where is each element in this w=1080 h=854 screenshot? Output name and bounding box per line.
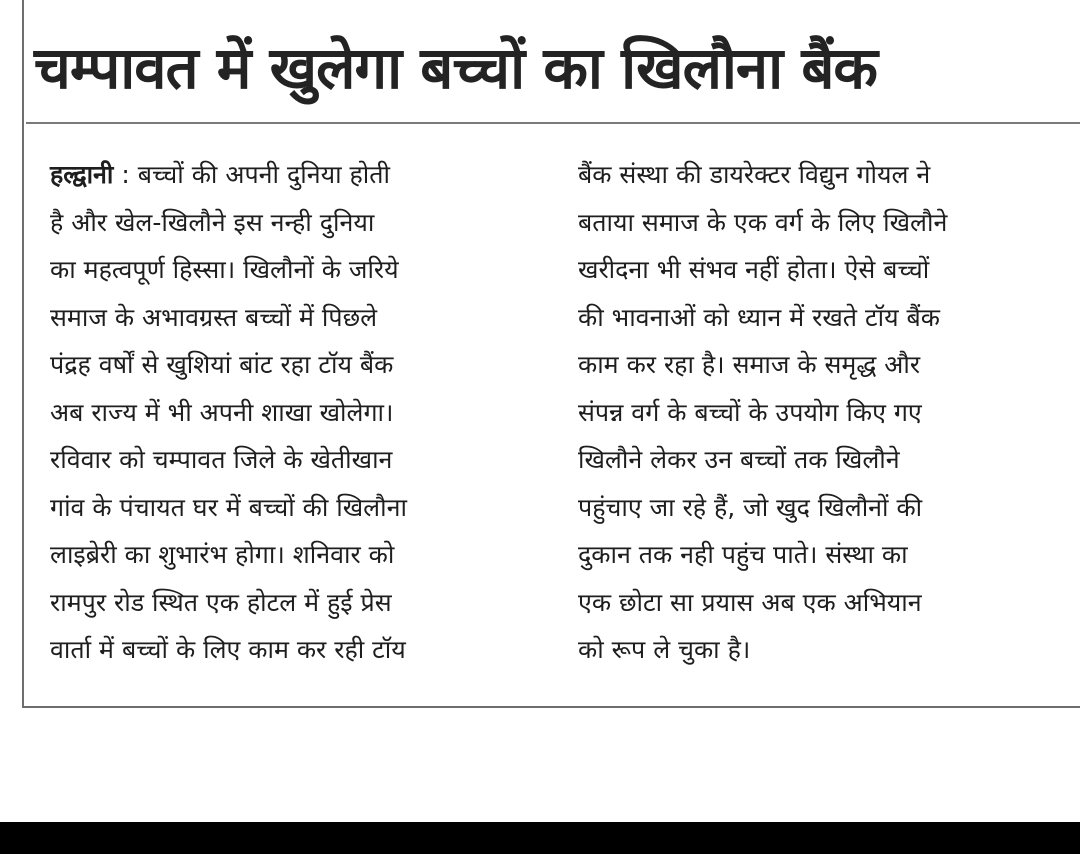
article-line: है और खेल-खिलौने इस नन्ही दुनिया bbox=[50, 207, 375, 237]
article-line: पहुंचाए जा रहे हैं, जो खुद खिलौनों की bbox=[578, 492, 923, 522]
article-line: एक छोटा सा प्रयास अब एक अभियान bbox=[578, 587, 922, 617]
article-line-text: : बच्चों की अपनी दुनिया होती bbox=[113, 160, 390, 189]
article-column-right bbox=[578, 151, 1070, 674]
bottom-black-bar bbox=[0, 822, 1080, 854]
article-line bbox=[50, 151, 540, 199]
article-line: संपन्न वर्ग के बच्चों के उपयोग किए गए bbox=[578, 397, 922, 427]
article-line: का महत्वपूर्ण हिस्सा। खिलौनों के जरिये bbox=[50, 255, 399, 284]
article-line: रविवार को चम्पावत जिले के खेतीखान bbox=[50, 445, 393, 474]
article-line: दुकान तक नही पहुंच पाते। संस्था का bbox=[578, 540, 908, 569]
article-line: रामपुर रोड स्थित एक होटल में हुई प्रेस bbox=[50, 587, 392, 617]
article-line: खरीदना भी संभव नहीं होता। ऐसे बच्चों bbox=[578, 255, 930, 284]
article-line: की भावनाओं को ध्यान में रखते टॉय बैंक bbox=[578, 302, 941, 332]
article-line: पंद्रह वर्षों से खुशियां बांट रहा टॉय बैंक bbox=[50, 350, 394, 379]
article-line: खिलौने लेकर उन बच्चों तक खिलौने bbox=[578, 445, 900, 474]
article-line: बताया समाज के एक वर्ग के लिए खिलौने bbox=[578, 207, 948, 237]
headline-divider bbox=[26, 122, 1080, 124]
article-line: काम कर रहा है। समाज के समृद्ध और bbox=[578, 350, 921, 379]
article-line: वार्ता में बच्चों के लिए काम कर रही टॉय bbox=[50, 635, 406, 664]
article-line: अब राज्य में भी अपनी शाखा खोलेगा। bbox=[50, 397, 394, 427]
article-column-left bbox=[50, 151, 540, 674]
dateline: हल्द्वानी bbox=[50, 160, 114, 189]
article-line: को रूप ले चुका है। bbox=[578, 635, 751, 664]
article-line: गांव के पंचायत घर में बच्चों की खिलौना bbox=[50, 492, 407, 522]
article-line: समाज के अभावग्रस्त बच्चों में पिछले bbox=[50, 302, 378, 332]
article-line: बैंक संस्था की डायरेक्टर विद्युन गोयल ने bbox=[578, 160, 931, 189]
headline: चम्पावत में खुलेगा बच्चों का खिलौना बैंक bbox=[34, 34, 877, 102]
article-line: लाइब्रेरी का शुभारंभ होगा। शनिवार को bbox=[50, 540, 395, 569]
